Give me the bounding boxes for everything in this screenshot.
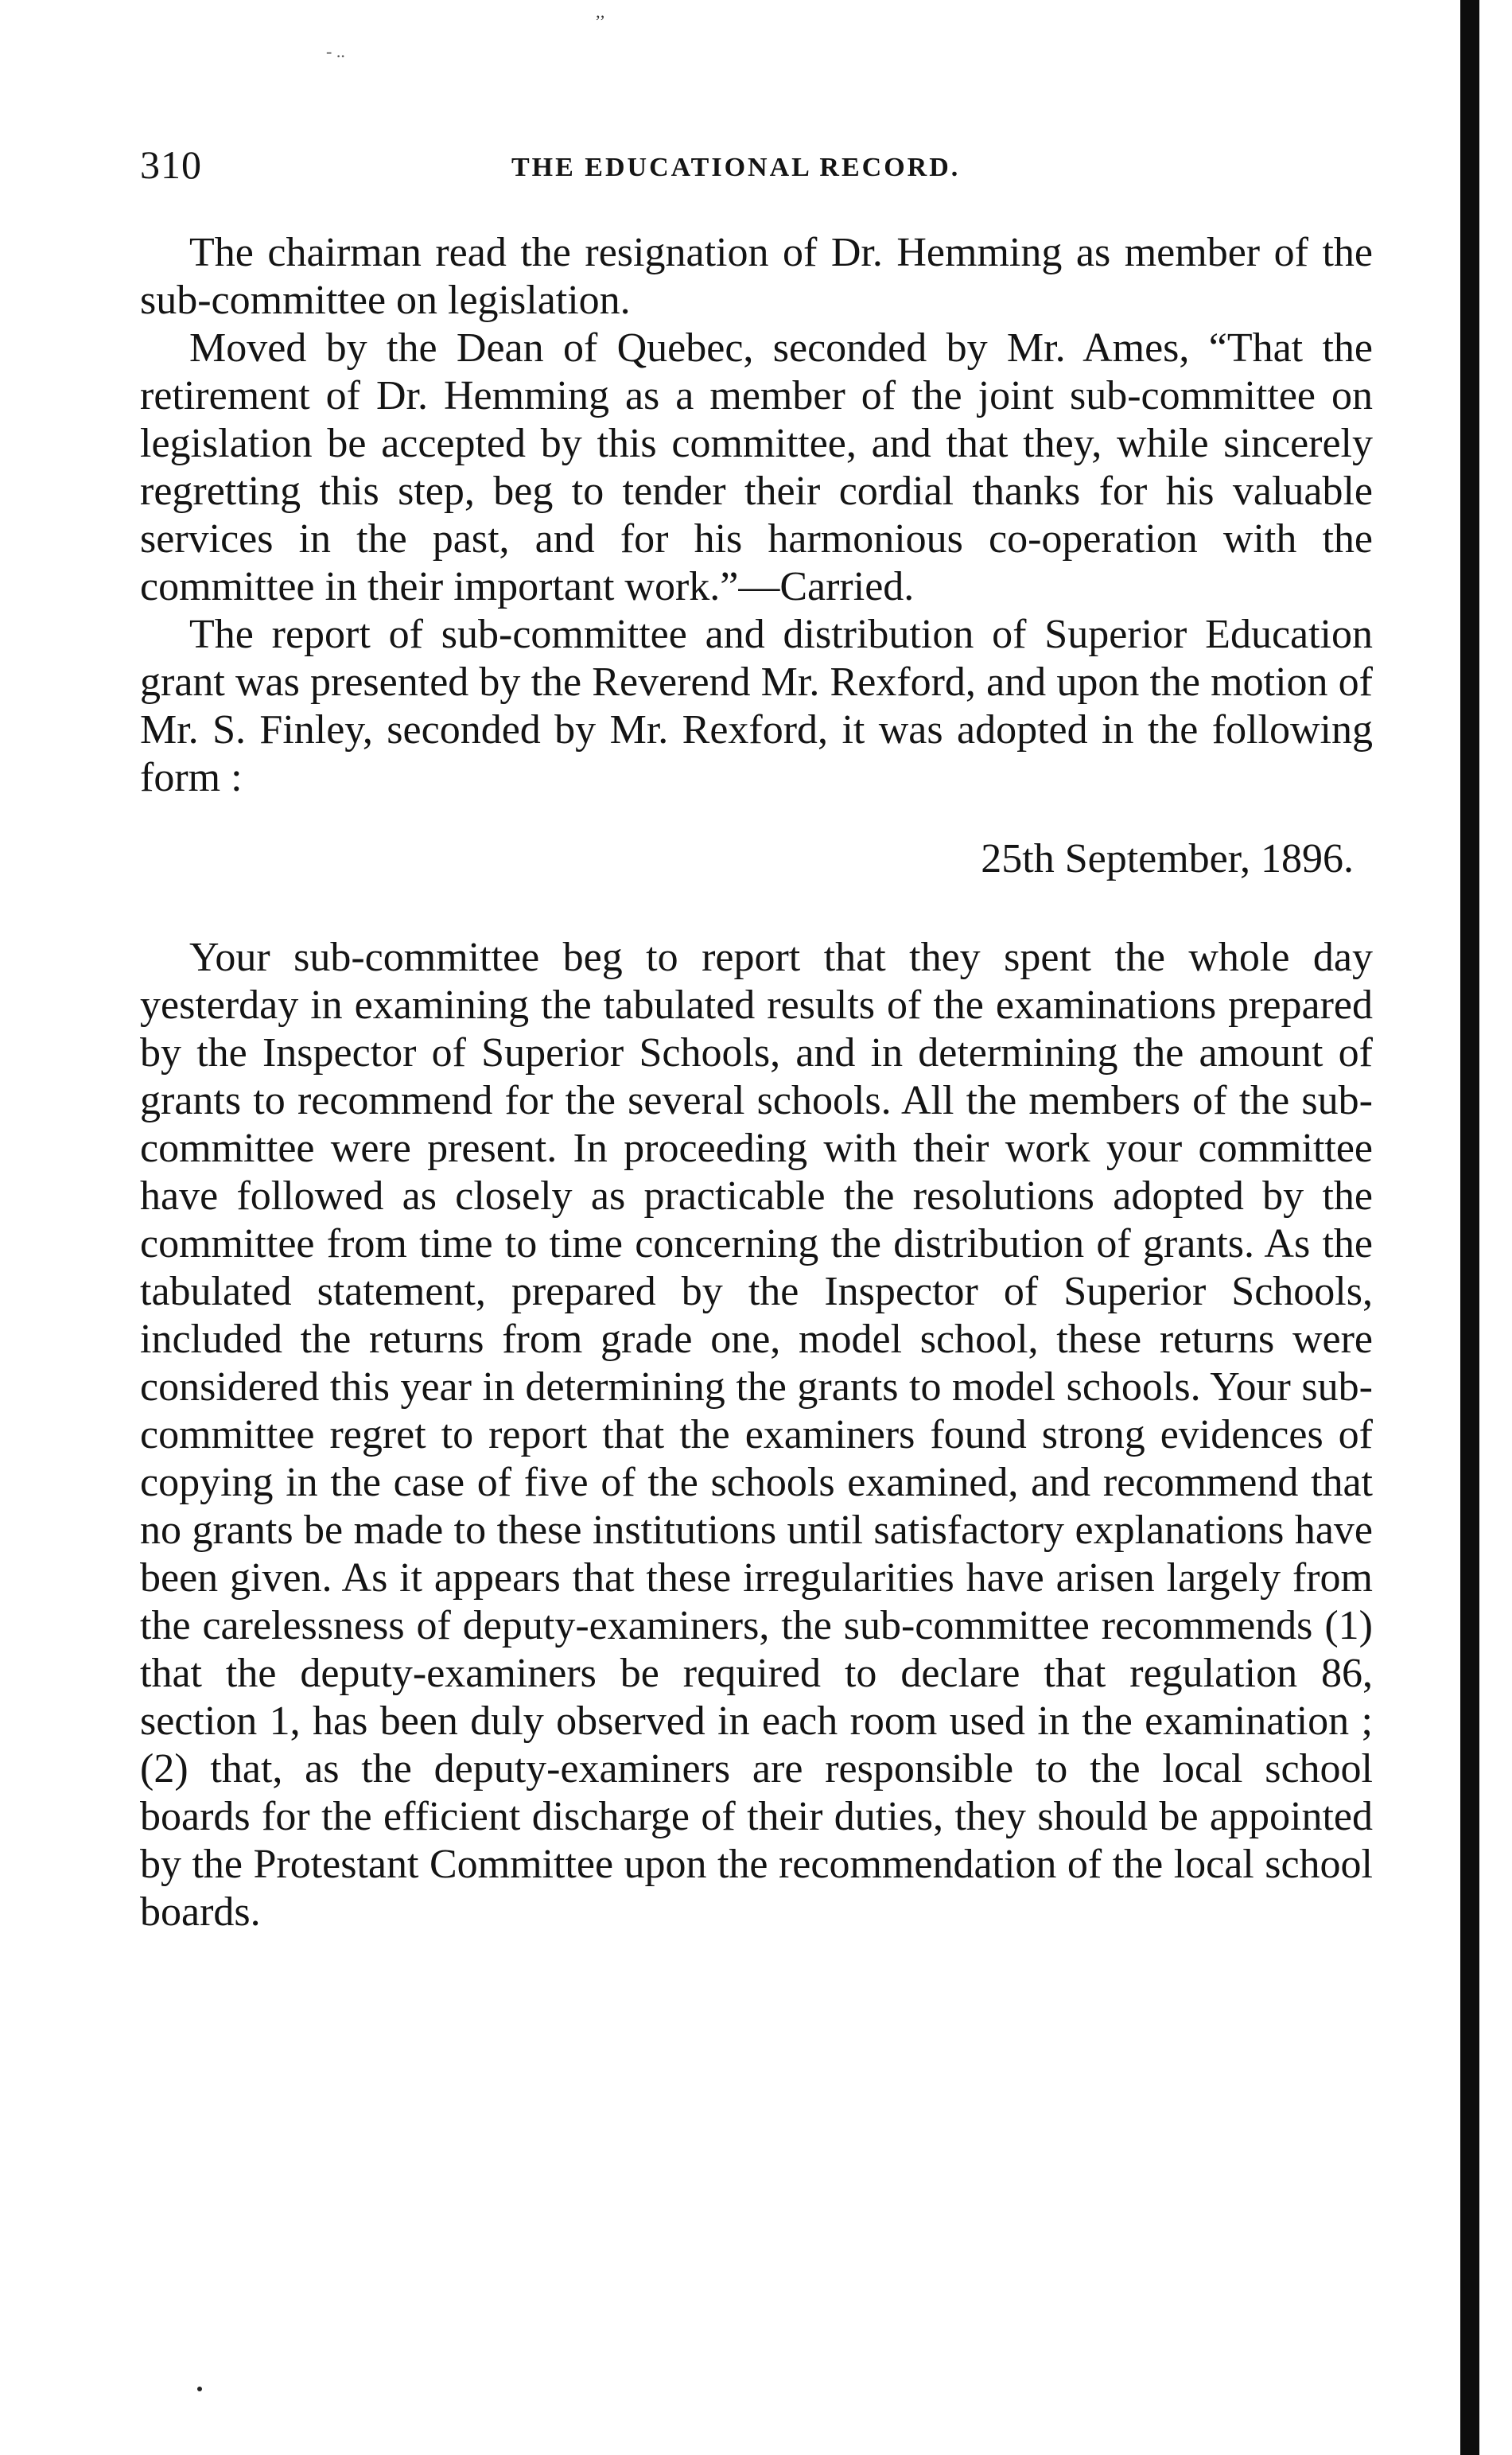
- page-number: 310: [140, 142, 202, 187]
- scan-speck: [197, 2387, 202, 2391]
- paragraph-resignation: The chairman read the resignation of Dr. Hemming as member of the sub-committee on legislation.: [140, 230, 1373, 323]
- scan-binding-edge: [1460, 0, 1479, 2455]
- scan-mark-secondary: - ..: [326, 41, 345, 61]
- paragraph-report: Your sub-committee beg to report that they spent the whole day yesterday in examining the tabulated results of the examinations prepared by the Inspector of Superior Schools, and in determining the amount of grants to recommend for the several schools. All the members of the sub-committee were present. In proceeding with their work your committee have followed as closely as practicable the resolutions adopted by the committee from time to time concerning the distribution of grants. As the tabulated statement, prepared by the Inspector of Superior Schools, included the returns from grade one, model school, these returns were considered this year in determining the grants to model schools. Your sub-committee regret to report that the examiners found strong evidences of copying in the case of five of the schools examined, and recommend that no grants be made to these institutions until satisfactory explanations have been given. As it appears that these irregularities have arisen largely from the carelessness of deputy-examiners, the sub-committee recommends (1) that the deputy-examiners be required to declare that regulation 86, section 1, has been duly observed in each room used in the examination ; (2) that, as the deputy-examiners are responsible to the local school boards for the efficient discharge of their duties, they should be appointed by the Protestant Committee upon the recommendation of the local school boards.: [140, 935, 1373, 1935]
- paragraph-motion: Moved by the Dean of Quebec, seconded by Mr. Ames, “That the retirement of Dr. Hemming as a member of the joint sub-committee on legislation be accepted by this committee, and that they, while sincerely regretting this step, beg to tender their cordial thanks for his valuable services in the past, and for his harmonious co-operation with the committee in their important work.”—Carried.: [140, 325, 1373, 609]
- scan-mark: ’’: [595, 11, 606, 31]
- paragraph-report-adoption: The report of sub-committee and distribution of Superior Education grant was presented by the Reverend Mr. Rexford, and upon the motion of Mr. S. Finley, seconded by Mr. Rexford, it was adopted in the following form :: [140, 612, 1373, 800]
- report-date: 25th September, 1896.: [981, 836, 1354, 881]
- running-head: THE EDUCATIONAL RECORD.: [511, 153, 961, 182]
- body-text: [140, 229, 1373, 1936]
- report-body: [140, 934, 1373, 1936]
- page-header: [140, 142, 1381, 189]
